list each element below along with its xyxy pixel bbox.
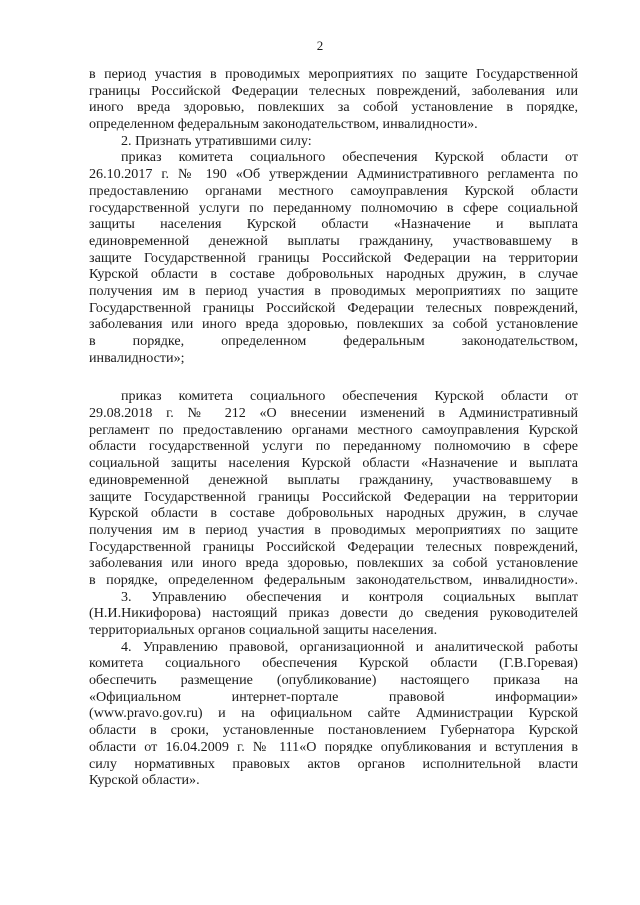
text-line: иного вреда здоровью, повлекших за собой установление в порядке, [89,99,578,116]
text-line: «Официальном интернет-портале правовой информации» [89,688,578,705]
text-line: области от 16.04.2009 г. № 111«О порядке опубликования и вступления в [89,738,578,755]
text-line: предоставлению органами местного самоуправления Курской области [89,182,578,199]
text-line: Государственной границы Российской Федерации телесных повреждений, [89,538,578,555]
text-line: получения им в период участия в проводимых мероприятиях по защите [89,282,578,299]
text-line: единовременной денежной выплаты гражданину, участвовавшему в [89,232,578,249]
text-line: области государственной услуги по переданному полномочию в сфере [89,438,578,455]
document-body [89,66,578,789]
text-line: заболевания или иного вреда здоровью, повлекших за собой установление [89,555,578,572]
text-line: инвалидности»; [89,349,185,366]
item-4-text: 4. Управлению правовой, организационной и аналитической работы [121,638,578,655]
text-line: приказ комитета социального обеспечения Курской области от [121,149,578,166]
text-line: области в сроки, установленные постановлением Губернатора Курской [89,722,578,739]
text-line: социальной защиты населения Курской области «Назначение и выплата [89,455,578,472]
text-line: определенном федеральным законодательством, инвалидности». [89,116,478,133]
text-line: (www.pravo.gov.ru) и на официальном сайте Администрации Курской [89,705,578,722]
text-line: 29.08.2018 г. № 212 «О внесении изменений в Административный [89,405,578,422]
text-line: единовременной денежной выплаты гражданину, участвовавшему в [89,471,578,488]
item-3-text: 3. Управлению обеспечения и контроля социальных выплат [121,588,578,605]
text-line: 26.10.2017 г. № 190 «Об утверждении Административного регламента по [89,166,578,183]
text-line: Государственной границы Российской Федерации телесных повреждений, [89,299,578,316]
text-line: Курской области в составе добровольных народных дружин, в случае [89,266,578,283]
text-line: комитета социального обеспечения Курской области (Г.В.Горевая) [89,655,578,672]
text-line: приказ комитета социального обеспечения Курской области от [121,388,578,405]
text-line: государственной услуги по переданному полномочию в сфере социальной [89,199,578,216]
text-line: территориальных органов социальной защиты населения. [89,622,438,638]
item-2-heading: 2. Признать утратившими силу: [121,132,312,149]
text-line: (Н.И.Никифорова) настоящий приказ довести до сведения руководителей [89,605,578,622]
page-number: 2 [316,38,324,53]
text-line: защите Государственной границы Российской Федерации на территории [89,249,578,266]
text-line: границы Российской Федерации телесных повреждений, заболевания или [89,82,578,99]
text-line: в порядке, определенном федеральным законодательством, инвалидности». [89,571,578,588]
text-line: защите Государственной границы Российской Федерации на территории [89,488,578,505]
text-line: обеспечить размещение (опубликование) настоящего приказа на [89,672,578,689]
text-line: заболевания или иного вреда здоровью, повлекших за собой установление [89,316,578,333]
text-line: защиты населения Курской области «Назначение и выплата [89,216,578,233]
text-line: Курской области». [89,772,200,789]
text-line: в порядке, определенном федеральным законодательством, [89,333,578,349]
text-line: силу нормативных правовых актов органов исполнительной власти [89,755,578,772]
text-line: в период участия в проводимых мероприятиях по защите Государственной [89,66,578,82]
paragraph-gap [89,366,578,388]
text-line: регламент по предоставлению органами местного самоуправления Курской [89,421,578,438]
text-line: получения им в период участия в проводимых мероприятиях по защите [89,521,578,538]
text-line: Курской области в составе добровольных народных дружин, в случае [89,505,578,522]
